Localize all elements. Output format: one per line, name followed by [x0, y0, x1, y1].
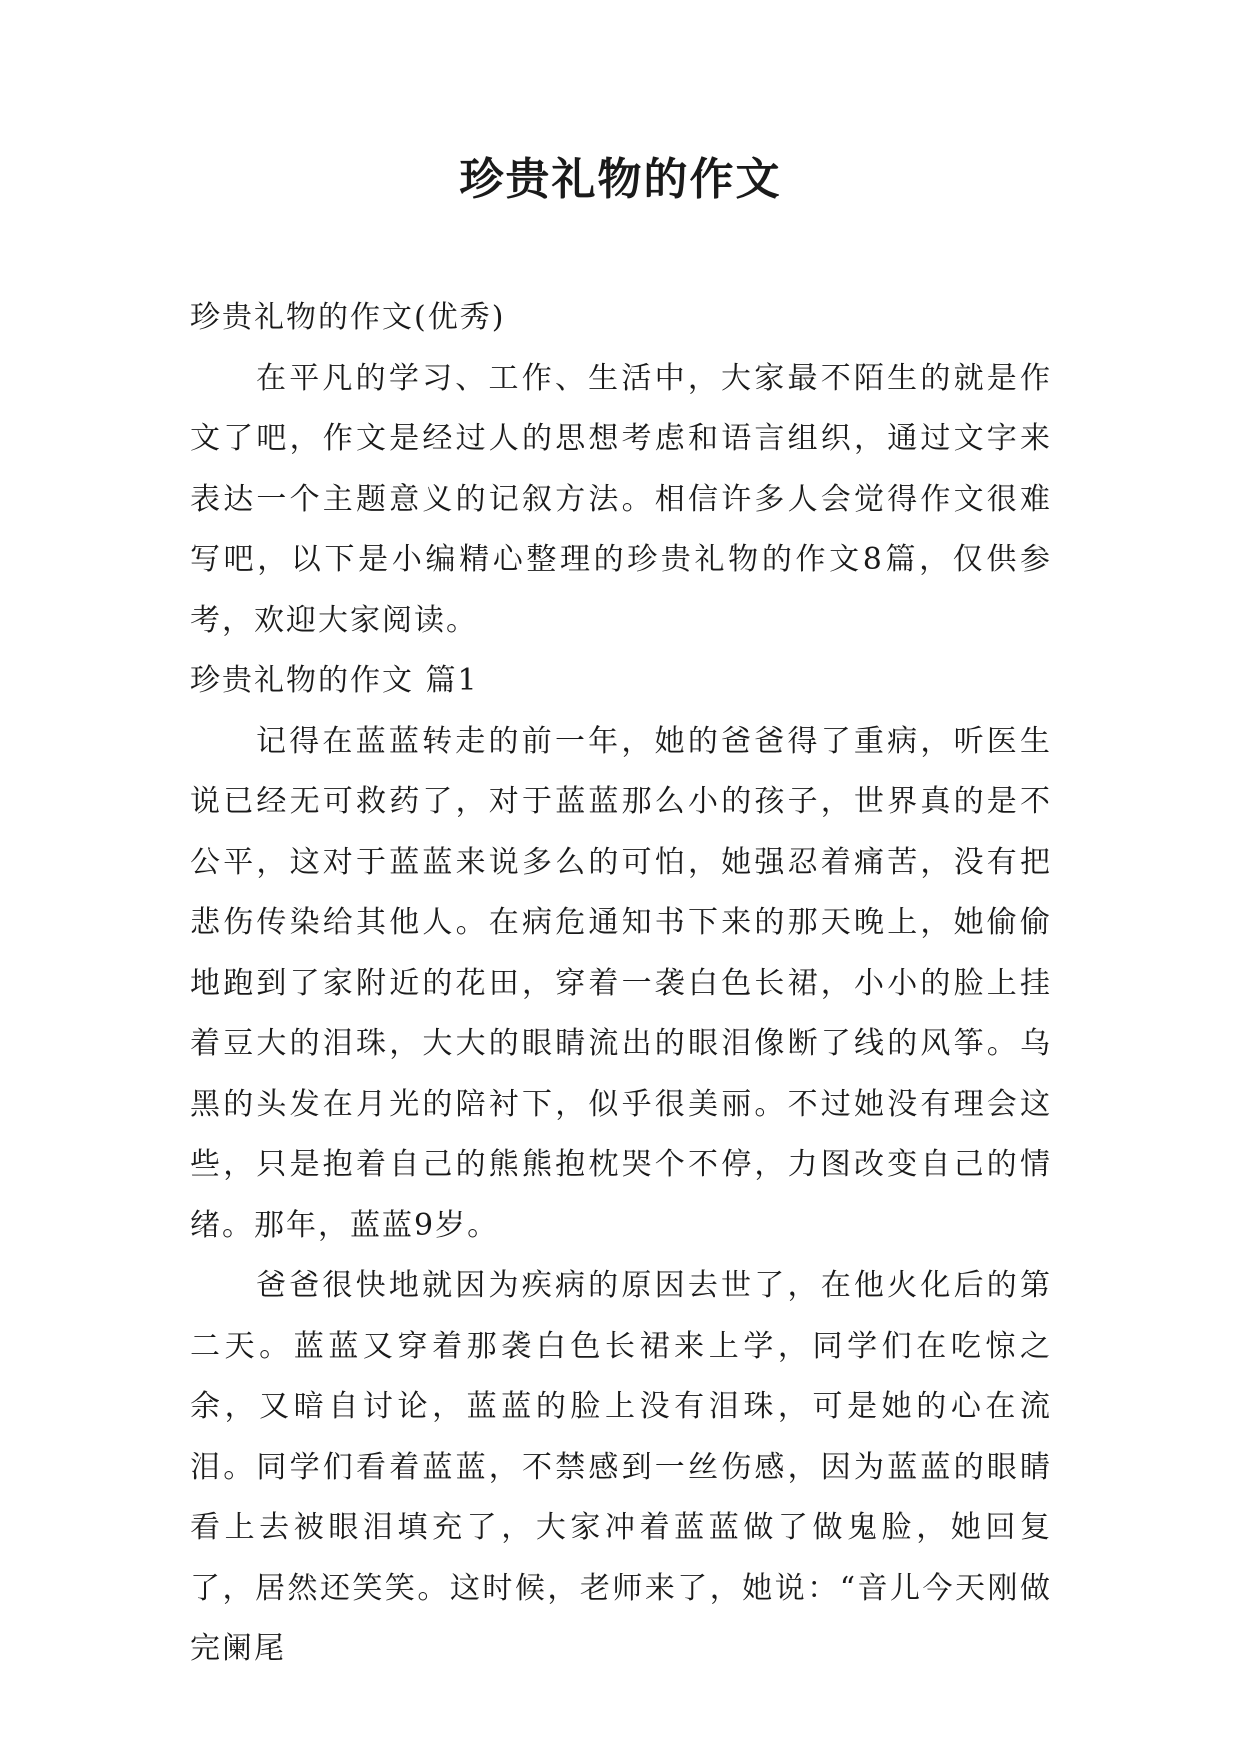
document-title: 珍贵礼物的作文: [459, 154, 782, 205]
body-paragraph-1: 记得在蓝蓝转走的前一年，她的爸爸得了重病，听医生说已经无可救药了，对于蓝蓝那么小的孩子，世界真的是不公平，这对于蓝蓝来说多么的可怕，她强忍着痛苦，没有把悲伤传染给其他人。在病危通知书下来的那天晚上，她偷偷地跑到了家附近的花田，穿着一袭白色长裙，小小的脸上挂着豆大的泪珠，大大的眼睛流出的眼泪像断了线的风筝。乌黑的头发在月光的陪衬下，似乎很美丽。不过她没有理会这些，只是抱着自己的熊熊抱枕哭个不停，力图改变自己的情绪。那年，蓝蓝9岁。: [190, 723, 1052, 1243]
body-paragraph-2: 爸爸很快地就因为疾病的原因去世了，在他火化后的第二天。蓝蓝又穿着那袭白色长裙来上学，同学们在吃惊之余，又暗自讨论，蓝蓝的脸上没有泪珠，可是她的心在流泪。同学们看着蓝蓝，不禁感到一丝伤感，因为蓝蓝的眼睛看上去被眼泪填充了，大家冲着蓝蓝做了做鬼脸，她回复了，居然还笑笑。这时候，老师来了，她说：“音儿今天刚做完阑尾: [190, 1268, 1052, 1666]
intro-paragraph: 在平凡的学习、工作、生活中，大家最不陌生的就是作文了吧，作文是经过人的思想考虑和语言组织，通过文字来表达一个主题意义的记叙方法。相信许多人会觉得作文很难写吧，以下是小编精心整理的珍贵礼物的作文8篇，仅供参考，欢迎大家阅读。: [190, 360, 1052, 638]
document-subtitle: 珍贵礼物的作文(优秀): [190, 300, 506, 335]
document-body: [190, 288, 1052, 1680]
section-heading: 珍贵礼物的作文 篇1: [190, 663, 479, 698]
